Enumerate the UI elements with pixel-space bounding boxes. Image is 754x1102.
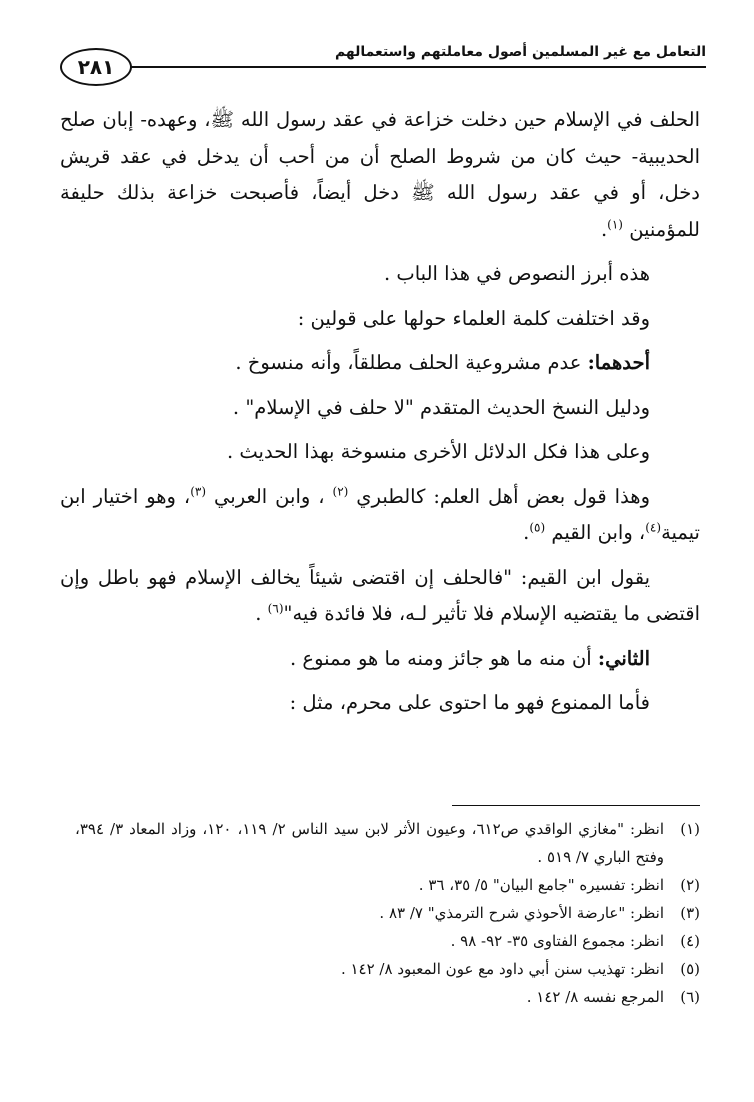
paragraph-end: .: [600, 217, 608, 241]
second-opinion-label: الثاني:: [597, 646, 650, 670]
paragraph-second-opinion: [60, 641, 700, 678]
footnote-text: انظر: "عارضة الأحوذي شرح الترمذي" ٧/ ٨٣ .: [379, 904, 664, 922]
footnote-number: (١): [680, 820, 700, 838]
page-number: ٢٨١: [60, 48, 132, 86]
footnote-ref-6: (٦): [267, 601, 284, 616]
footnote-number: (٣): [680, 904, 700, 922]
footnote-text: انظر: تهذيب سنن أبي داود مع عون المعبود ٨/ ١٤٢ .: [340, 960, 664, 978]
body-text: [60, 102, 700, 722]
footnote-ref-2: (٢): [332, 484, 349, 498]
scholars-text-b: ، وابن العربي: [214, 484, 325, 508]
footnote-number: (٦): [680, 988, 700, 1006]
scholars-text-c: ، وهو اختيار ابن تيمية: [60, 484, 700, 544]
scholars-text-e: .: [523, 521, 530, 544]
paragraph-scholars-disagree: وقد اختلفت كلمة العلماء حولها على قولين :: [297, 306, 650, 330]
scholars-text-a: وهذا قول بعض أهل العلم: كالطبري: [356, 484, 651, 508]
footnote-5: [75, 955, 700, 983]
footnote-6: [75, 983, 700, 1011]
first-opinion-label: أحدهما:: [587, 351, 650, 374]
footnote-ref-5: (٥): [529, 520, 546, 535]
footnote-2: [75, 871, 700, 899]
page-header: [60, 42, 706, 88]
first-opinion-text: عدم مشروعية الحلف مطلقاً، وأنه منسوخ .: [235, 351, 588, 374]
quote-text: يقول ابن القيم: "فالحلف إن اقتضى شيئاً يخالف الإسلام فهو باطل وإن اقتضى ما يقتضيه الإسلام فلا تأثير لـه، فلا فائدة فيه": [60, 565, 700, 625]
paragraph-hilf-khuzaa: [60, 102, 700, 248]
footnotes: [75, 815, 700, 1011]
footnote-separator: [452, 805, 700, 806]
footnote-3: [75, 899, 700, 927]
footnote-number: (٥): [680, 960, 700, 978]
footnote-ref-1: (١): [607, 217, 623, 231]
footnote-text: انظر: "مغازي الواقدي ص٦١٢، وعيون الأثر لابن سيد الناس ٢/ ١١٩، ١٢٠، وزاد المعاد ٣/ ٣٩٤، وفتح الباري ٧/ ٥١٩ .: [75, 820, 664, 866]
footnote-text: انظر: تفسيره "جامع البيان" ٥/ ٣٥، ٣٦ .: [418, 876, 664, 894]
paragraph-ibn-qayyim-quote: [60, 560, 700, 633]
running-title: التعامل مع غير المسلمين أصول معاملتهم واستعمالهم: [334, 44, 706, 60]
footnote-ref-4: (٤): [645, 520, 662, 535]
footnote-text: المرجع نفسه ٨/ ١٤٢ .: [526, 988, 664, 1006]
paragraph-forbidden-type: فأما الممنوع فهو ما احتوى على محرم، مثل :: [289, 691, 650, 714]
paragraph-first-opinion: [60, 345, 700, 382]
paragraph-texts-summary: هذه أبرز النصوص في هذا الباب .: [383, 262, 650, 285]
paragraph-scholars-list: [60, 479, 700, 552]
footnote-number: (٢): [680, 876, 700, 894]
paragraph-other-evidence: وعلى هذا فكل الدلائل الأخرى منسوخة بهذا الحديث .: [226, 440, 650, 463]
footnote-1: [75, 815, 700, 871]
second-opinion-text: أن منه ما هو جائز ومنه ما هو ممنوع .: [290, 646, 598, 670]
footnote-text: انظر: مجموع الفتاوى ٣٥- ٩٢- ٩٨ .: [450, 932, 664, 950]
scholars-text-d: ، وابن القيم: [551, 521, 646, 544]
footnote-ref-3: (٣): [190, 484, 207, 498]
header-rule: [122, 66, 706, 68]
paragraph-text: الحلف في الإسلام حين دخلت خزاعة في عقد رسول الله ﷺ، وعهده- إبان صلح الحديبية- حيث كان من شروط الصلح أن من أحب أن يدخل في عقد قريش دخل، أو في عقد رسول الله ﷺ دخل أيضاً، فأصبحت خزاعة بذلك حليفة للمؤمنين: [60, 108, 700, 241]
footnote-4: [75, 927, 700, 955]
footnote-number: (٤): [680, 932, 700, 950]
quote-end: .: [255, 602, 262, 625]
paragraph-abrogation-evidence: ودليل النسخ الحديث المتقدم "لا حلف في الإسلام" .: [232, 395, 650, 419]
